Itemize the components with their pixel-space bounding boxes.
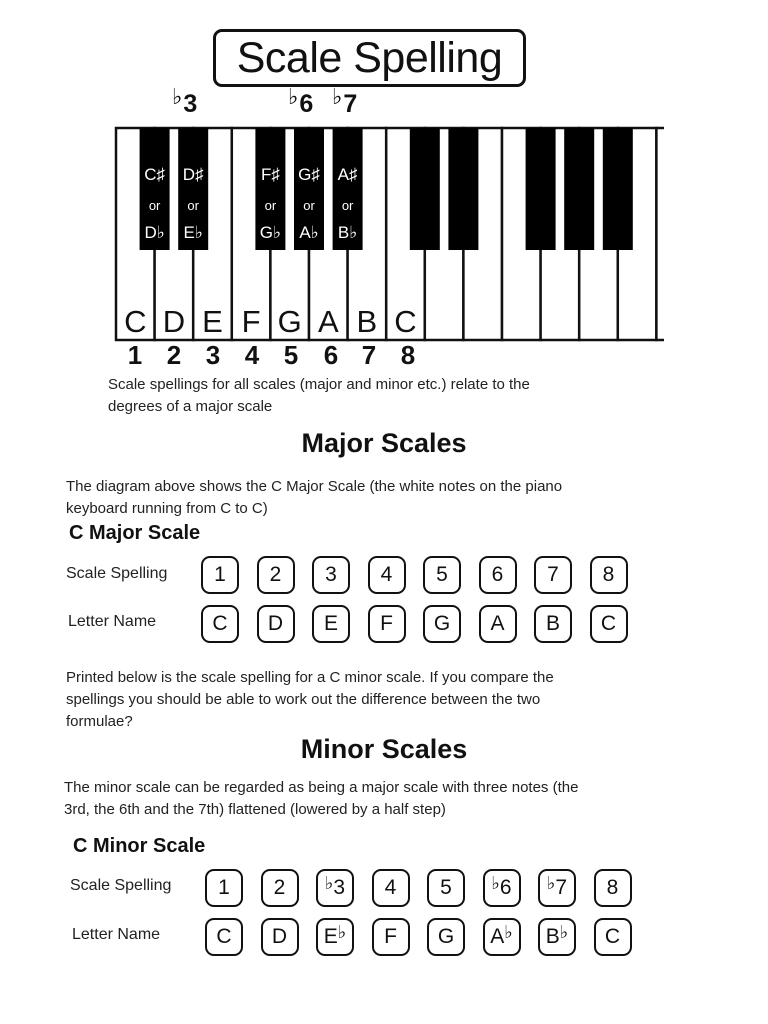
scale-box — [316, 918, 354, 956]
scale-box — [201, 605, 239, 643]
scale-box — [312, 556, 350, 594]
scale-box — [534, 556, 572, 594]
scale-box-text: F — [380, 612, 393, 635]
degree-number: 4 — [244, 340, 260, 370]
white-key — [656, 128, 664, 340]
major-description — [66, 476, 562, 520]
scale-box — [534, 605, 572, 643]
black-key-label: G♯ — [298, 165, 320, 184]
scale-box — [205, 869, 243, 907]
black-key-label: or — [303, 198, 315, 213]
scale-box-text: C — [604, 925, 621, 948]
scale-box-text: A — [490, 925, 505, 948]
flat-degree-number: 6 — [299, 90, 314, 118]
flat-degree-marker — [288, 84, 314, 119]
minor-letter-label: Letter Name — [72, 926, 161, 943]
minor-subheading: C Minor Scale — [73, 835, 206, 857]
flat-degree-number: 7 — [343, 90, 358, 118]
scale-box-text: 6 — [499, 876, 512, 899]
white-key-label: G — [277, 304, 302, 339]
black-key-label: D♭ — [144, 223, 165, 242]
minor-description — [64, 777, 578, 821]
scale-box-text: 2 — [273, 876, 286, 899]
intro-text — [108, 374, 530, 418]
scale-box-text: 5 — [440, 876, 452, 899]
scale-box-text: G — [437, 925, 455, 948]
piano-keyboard — [114, 126, 664, 342]
degree-number: 8 — [400, 340, 416, 370]
black-key-label: or — [148, 198, 161, 213]
page-title: Scale Spelling — [213, 29, 526, 87]
scale-box — [479, 605, 517, 643]
scale-box-text: 4 — [380, 563, 393, 586]
white-key-label: C — [124, 304, 147, 339]
flat-glyph: ♭ — [324, 872, 334, 893]
scale-box — [590, 605, 628, 643]
scale-box-text: 5 — [436, 563, 448, 586]
black-key-label: or — [341, 198, 354, 213]
black-key — [564, 128, 594, 250]
scale-box — [538, 918, 576, 956]
white-key-label: C — [394, 304, 417, 339]
black-key — [448, 128, 478, 250]
scale-box — [201, 556, 239, 594]
black-key — [410, 128, 440, 250]
flat-glyph: ♭ — [172, 84, 183, 109]
black-key-label: B♭ — [337, 223, 358, 242]
scale-box — [590, 556, 628, 594]
scale-box-text: B — [545, 612, 560, 635]
scale-box-text: 3 — [325, 563, 337, 586]
minor-spelling-label: Scale Spelling — [70, 877, 172, 894]
major-description-line: keyboard running from C to C) — [66, 500, 268, 517]
minor-description-line: 3rd, the 6th and the 7th) flattened (lowered by a half step) — [64, 801, 446, 818]
scale-box-text: E — [323, 925, 338, 948]
scale-box-text: 6 — [491, 563, 504, 586]
scale-box — [594, 918, 632, 956]
scale-box — [427, 918, 465, 956]
degree-number: 6 — [323, 340, 339, 370]
black-key-label: E♭ — [183, 223, 203, 242]
flat-degree-marker — [172, 84, 198, 119]
compare-text-line: Printed below is the scale spelling for a C minor scale. If you compare the — [66, 669, 554, 686]
scale-box-text: D — [271, 925, 288, 948]
scale-box — [205, 918, 243, 956]
black-key-label: F♯ — [260, 165, 280, 184]
scale-box — [312, 605, 350, 643]
degree-number: 5 — [283, 340, 299, 370]
scale-box — [423, 556, 461, 594]
scale-box-text: 7 — [547, 563, 559, 586]
scale-box-text: D — [267, 612, 284, 635]
scale-box — [372, 918, 410, 956]
intro-text-line: Scale spellings for all scales (major and minor etc.) relate to the — [108, 376, 530, 393]
scale-box-text: 2 — [269, 563, 282, 586]
scale-box-text: B — [545, 925, 560, 948]
flat-degree-marker — [332, 84, 358, 119]
black-key-label: A♯ — [337, 165, 358, 184]
flat-glyph: ♭ — [332, 84, 343, 109]
flat-glyph: ♭ — [504, 921, 513, 942]
intro-text-line: degrees of a major scale — [108, 398, 273, 415]
white-key-label: D — [162, 304, 186, 339]
scale-box-text: 1 — [214, 563, 226, 586]
degree-number: 3 — [205, 340, 221, 370]
minor-description-line: The minor scale can be regarded as being a major scale with three notes (the — [64, 779, 579, 796]
compare-text-line: formulae? — [66, 713, 133, 730]
flat-glyph: ♭ — [546, 872, 556, 893]
white-key-label: A — [317, 304, 339, 339]
white-key-label: F — [241, 304, 261, 339]
degree-number: 2 — [166, 340, 182, 370]
scale-box — [479, 556, 517, 594]
scale-box-text: 1 — [218, 876, 230, 899]
scale-box — [257, 556, 295, 594]
scale-box-text: C — [212, 612, 228, 635]
black-key-label: C♯ — [144, 165, 165, 184]
black-key — [603, 128, 633, 250]
scale-box-text: 8 — [606, 876, 619, 899]
black-key-label: G♭ — [259, 223, 282, 242]
scale-box — [483, 869, 521, 907]
scale-box-text: G — [433, 612, 451, 635]
major-letter-label: Letter Name — [68, 613, 157, 630]
black-key-label: D♯ — [182, 165, 204, 184]
black-key-label: or — [264, 198, 277, 213]
scale-box-text: 4 — [384, 876, 397, 899]
scale-box — [368, 605, 406, 643]
major-subheading: C Major Scale — [69, 522, 201, 544]
scale-box — [316, 869, 354, 907]
black-key — [526, 128, 556, 250]
compare-text — [66, 667, 554, 733]
minor-heading: Minor Scales — [300, 734, 468, 764]
scale-box — [594, 869, 632, 907]
compare-text-line: spellings you should be able to work out the difference between the two — [66, 691, 541, 708]
scale-box-text: 7 — [555, 876, 568, 899]
degree-number: 1 — [127, 340, 143, 370]
flat-glyph: ♭ — [491, 872, 500, 893]
scale-box — [261, 869, 299, 907]
flat-degree-number: 3 — [183, 90, 198, 118]
scale-box — [372, 869, 410, 907]
scale-box-text: E — [323, 612, 338, 635]
scale-box — [538, 869, 576, 907]
scale-box — [261, 918, 299, 956]
white-key-label: E — [202, 304, 223, 339]
scale-box-text: A — [490, 612, 505, 635]
degree-number: 7 — [361, 340, 377, 370]
scale-box-text: 8 — [602, 563, 615, 586]
flat-glyph: ♭ — [288, 84, 299, 109]
white-key-label: B — [356, 304, 378, 339]
scale-box — [257, 605, 295, 643]
scale-box-text: C — [600, 612, 617, 635]
flat-glyph: ♭ — [337, 921, 347, 942]
scale-box-text: F — [384, 925, 397, 948]
major-heading: Major Scales — [301, 428, 467, 458]
scale-box — [423, 605, 461, 643]
major-description-line: The diagram above shows the C Major Scale (the white notes on the piano — [66, 478, 563, 495]
black-key-label: or — [187, 198, 199, 213]
scale-box — [427, 869, 465, 907]
flat-glyph: ♭ — [559, 921, 569, 942]
scale-box — [483, 918, 521, 956]
major-spelling-label: Scale Spelling — [66, 565, 168, 582]
scale-box — [368, 556, 406, 594]
scale-box-text: 3 — [333, 876, 346, 899]
scale-box-text: C — [216, 925, 232, 948]
black-key-label: A♭ — [299, 223, 319, 242]
